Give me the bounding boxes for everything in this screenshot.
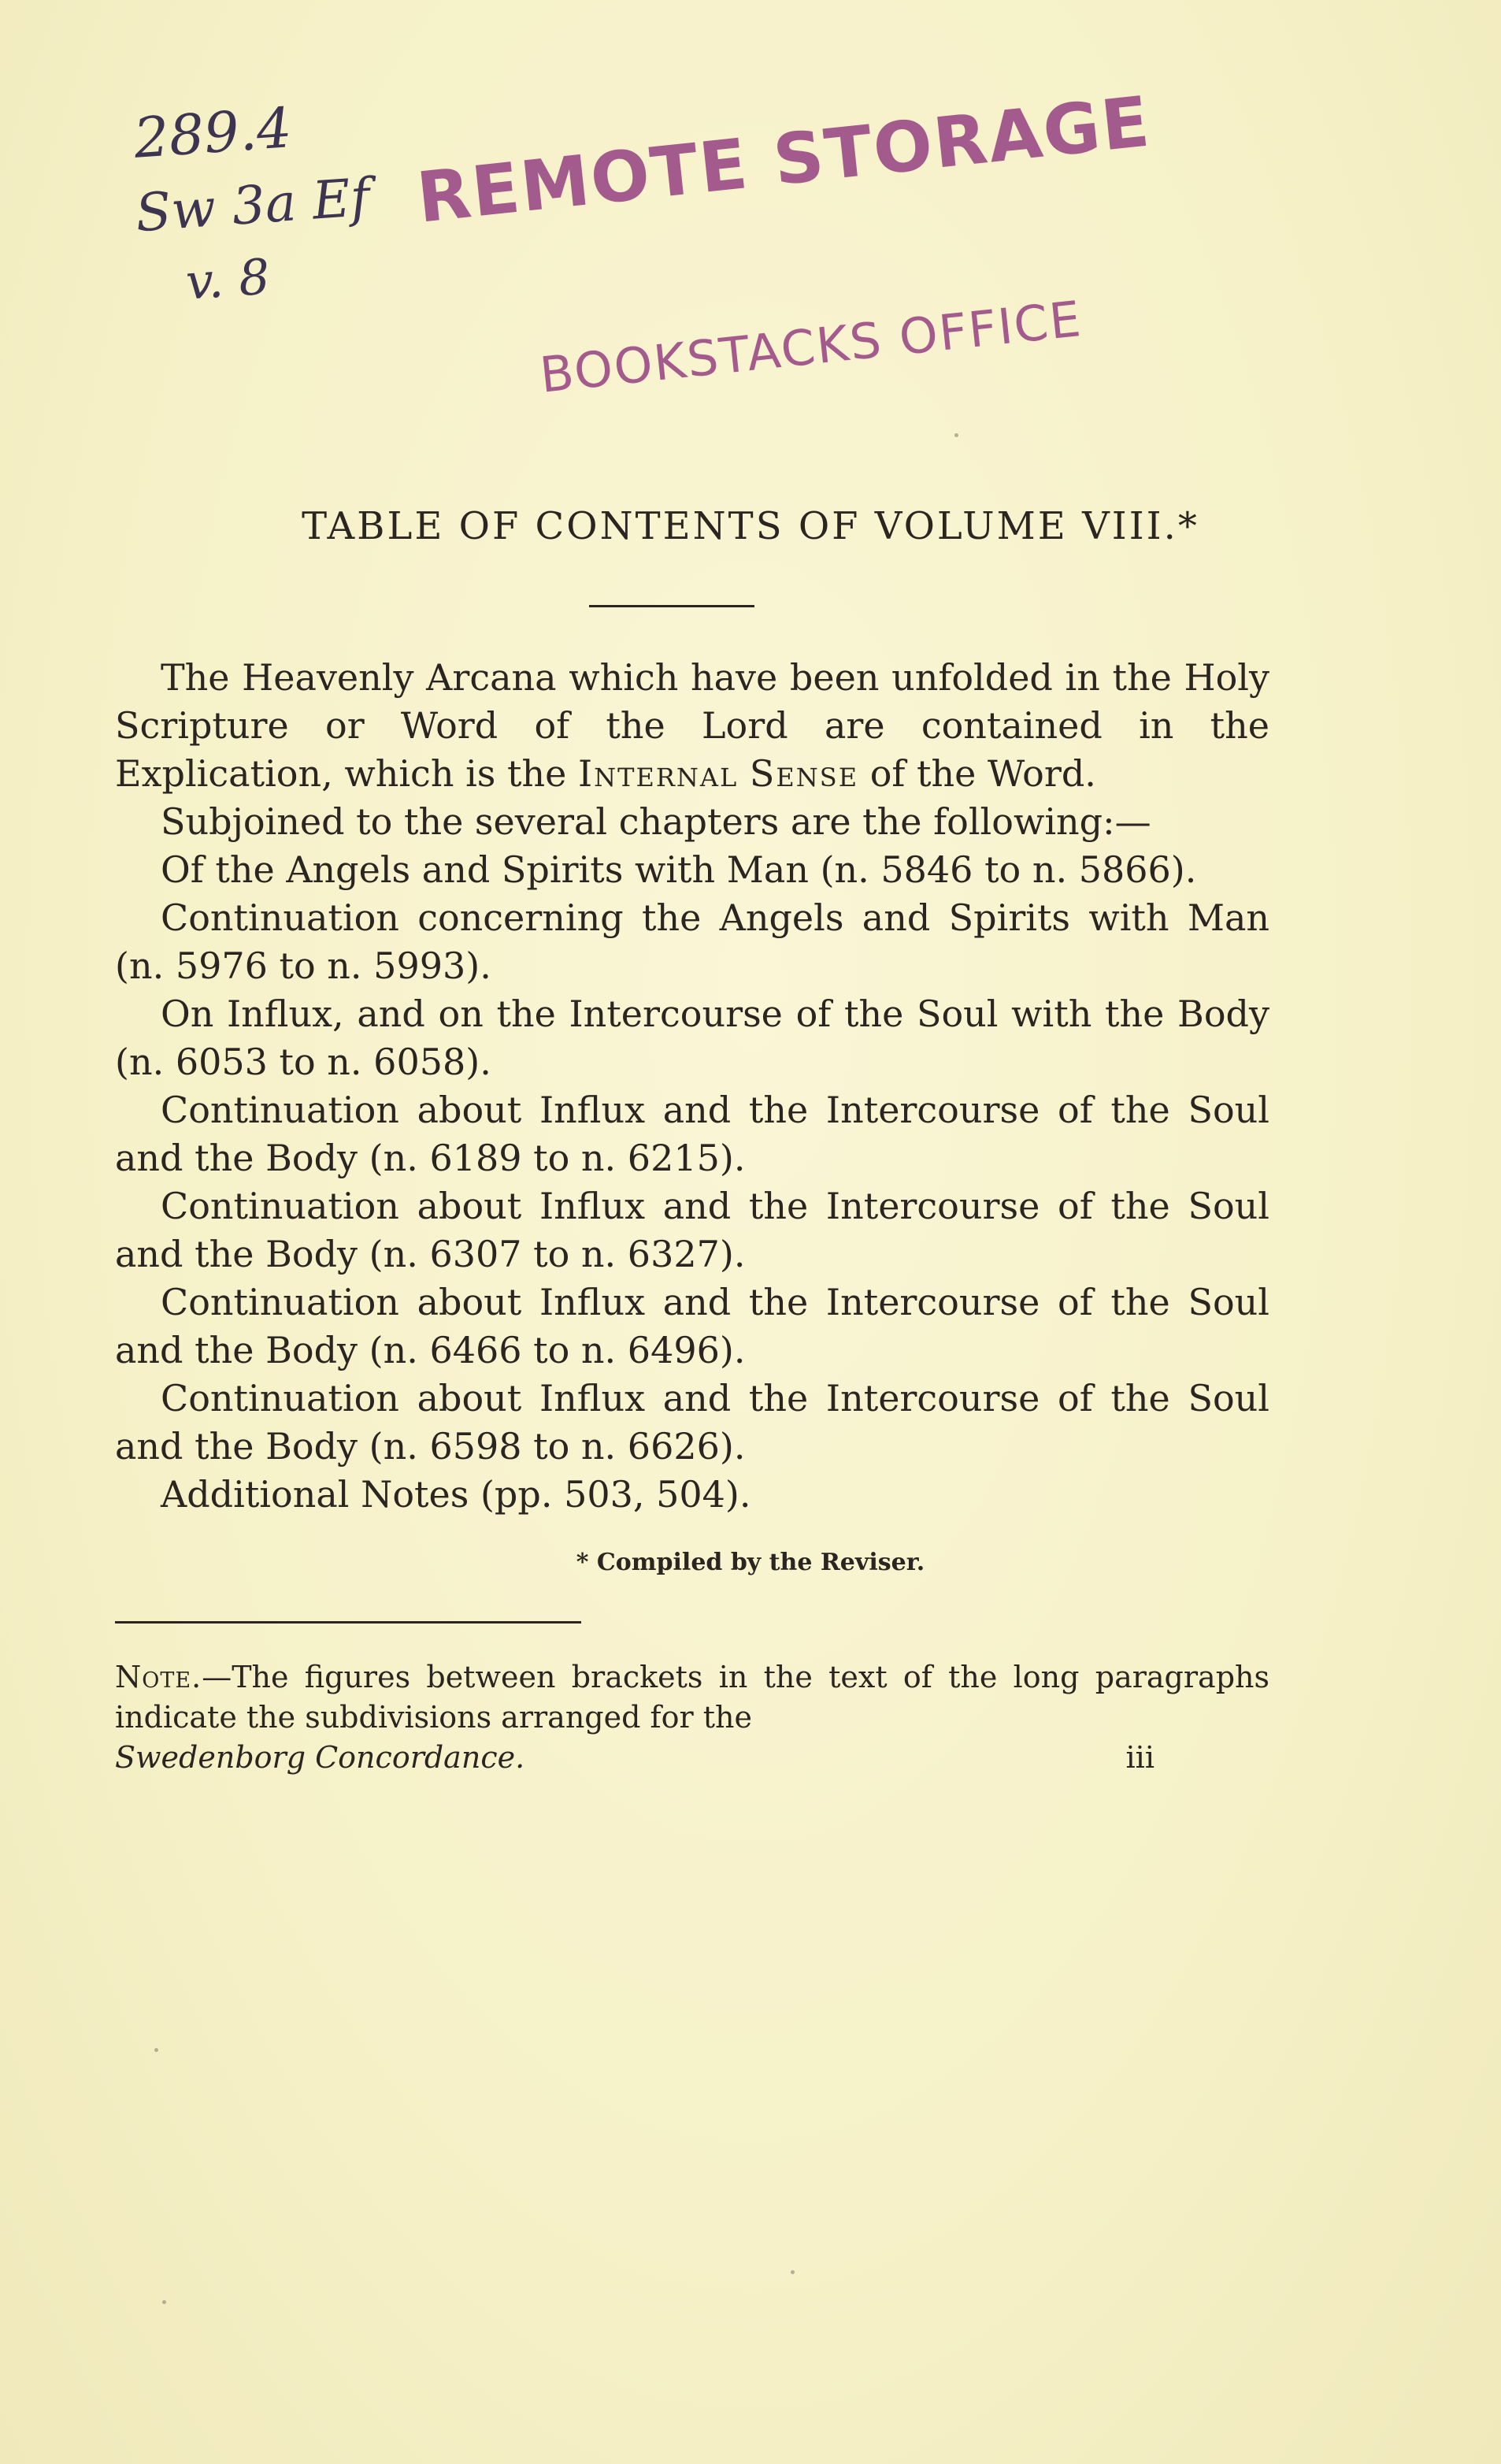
remote-storage-stamp: REMOTE STORAGE (413, 80, 1154, 239)
note-text: —The figures between brackets in the text of the long paragraphs indicate the subdivisions arranged for the (115, 1660, 1269, 1735)
intro-text-end: of the Word. (858, 752, 1096, 795)
intro-paragraph (115, 654, 1269, 798)
note-divider (115, 1621, 581, 1623)
title-divider (589, 605, 754, 607)
page-number: iii (1125, 1740, 1154, 1775)
page-title: TABLE OF CONTENTS OF VOLUME VIII.* (302, 504, 1199, 548)
contents-entry: Additional Notes (pp. 503, 504). (161, 1473, 751, 1516)
intro-term-internal: Internal (577, 752, 739, 795)
intro-term-sense: Sense (749, 752, 859, 795)
contents-body (115, 654, 1269, 1519)
note-last-line (115, 1738, 1269, 1778)
contents-entry: Subjoined to the several chapters are the following:— (161, 800, 1151, 843)
footnote: * Compiled by the Reviser. (576, 1549, 925, 1576)
contents-entry: Continuation about Influx and the Intercourse of the Soul and the Body (n. 6307 to n. 6327). (115, 1185, 1269, 1275)
handwritten-call-number-line-1: 289.4 (132, 95, 295, 171)
paper-speck (154, 2048, 158, 2052)
handwritten-call-number-line-2: Sw 3a Ef (133, 166, 372, 244)
contents-entry: Continuation about Influx and the Intercourse of the Soul and the Body (n. 6189 to n. 6215). (115, 1089, 1269, 1179)
paper-speck (791, 2270, 795, 2274)
note-label: Note. (115, 1660, 202, 1694)
contents-entry: On Influx, and on the Intercourse of the Soul with the Body (n. 6053 to n. 6058). (115, 993, 1269, 1083)
contents-entry: Continuation about Influx and the Intercourse of the Soul and the Body (n. 6466 to n. 6496). (115, 1281, 1269, 1371)
note-italic-title: Swedenborg Concordance. (115, 1740, 525, 1775)
intro-text-start: The Heavenly Arcana which have been unfolded in the Holy Scripture or Word of the Lord are contained in the Explication, which is the (115, 656, 1269, 795)
handwritten-volume-number: v. 8 (183, 247, 272, 311)
contents-entry: Continuation about Influx and the Intercourse of the Soul and the Body (n. 6598 to n. 6626). (115, 1377, 1269, 1468)
editorial-note (115, 1657, 1269, 1778)
paper-speck (162, 2300, 166, 2304)
contents-entry: Of the Angels and Spirits with Man (n. 5846 to n. 5866). (161, 848, 1197, 891)
paper-speck (954, 433, 958, 437)
contents-entry: Continuation concerning the Angels and Spirits with Man (n. 5976 to n. 5993). (115, 896, 1269, 987)
bookstacks-office-stamp: BOOKSTACKS OFFICE (537, 289, 1085, 404)
